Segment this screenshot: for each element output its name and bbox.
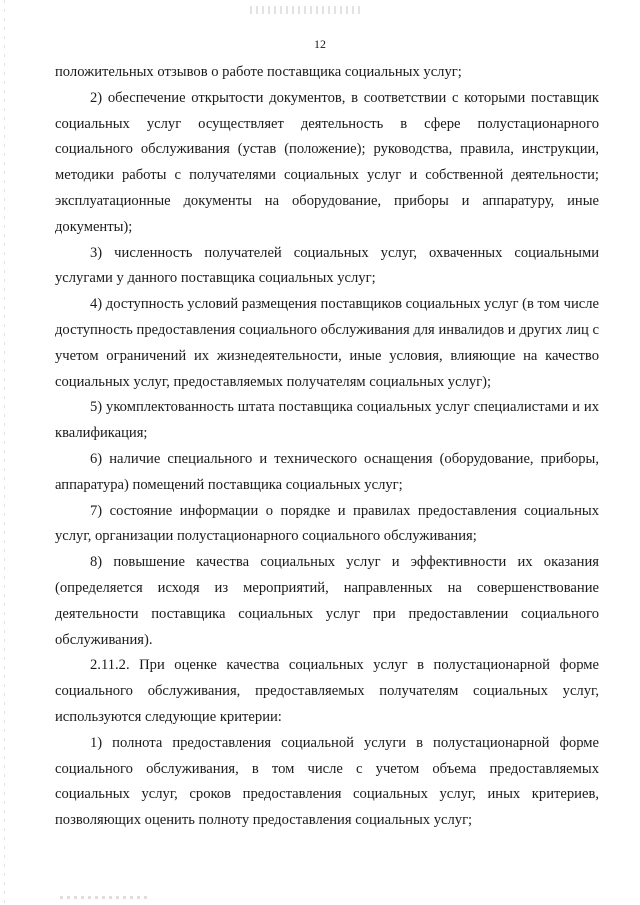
paragraph-item-2: 2) обеспечение открытости документов, в соответствии с которыми поставщик социальных услуг осуществляет деятельность в сфере полустационарного социального обслуживания (устав (положение); руководства, правила, инструкции, методики работы с получателями социальных услуг и собственной деятельности; эксплуатационные документы на оборудование, приборы и аппаратуру, иные документы); [55,89,599,235]
paragraph-item-7: 7) состояние информации о порядке и правилах предоставления социальных услуг, организации полустационарного социального обслуживания; [55,502,599,545]
paragraph-section-2-11-2: 2.11.2. При оценке качества социальных услуг в полустационарной форме социального обслуживания, предоставляемых получателям социальных услуг, используются следующие критерии: [55,657,599,725]
scan-artifact-bottom [60,896,150,899]
paragraph-item-3: 3) численность получателей социальных услуг, охваченных социальными услугами у данного поставщика социальных услуг; [55,244,599,287]
paragraph-item-4: 4) доступность условий размещения поставщиков социальных услуг (в том числе доступность предоставления социального обслуживания для инвалидов и других лиц с учетом ограничений их жизнедеятельности, иные условия, влияющие на качество социальных услуг, предоставляемых получателям социальных услуг); [55,296,600,390]
scan-artifact-left-edge [4,0,5,905]
paragraph-item-5: 5) укомплектованность штата поставщика социальных услуг специалистами и их квалификация; [55,399,599,442]
scan-artifact-top [250,6,360,14]
paragraph-item-8: 8) повышение качества социальных услуг и эффективности их оказания (определяется исходя из мероприятий, направленных на совершенствование деятельности поставщика социальных услуг при предоставлении социального обслуживания). [55,554,599,648]
document-body [55,60,599,834]
paragraph-criterion-1: 1) полнота предоставления социальной услуги в полустационарной форме социального обслуживания, в том числе с учетом объема предоставляемых социальных услуг, сроков предоставления социальных услуг, иных критериев, позволяющих оценить полноту предоставления социальных услуг; [55,734,599,829]
paragraph-item-6: 6) наличие специального и технического оснащения (оборудование, приборы, аппаратура) помещений поставщика социальных услуг; [55,450,599,493]
page-number: 12 [314,37,326,51]
paragraph-continuation: положительных отзывов о работе поставщика социальных услуг; [55,64,462,80]
